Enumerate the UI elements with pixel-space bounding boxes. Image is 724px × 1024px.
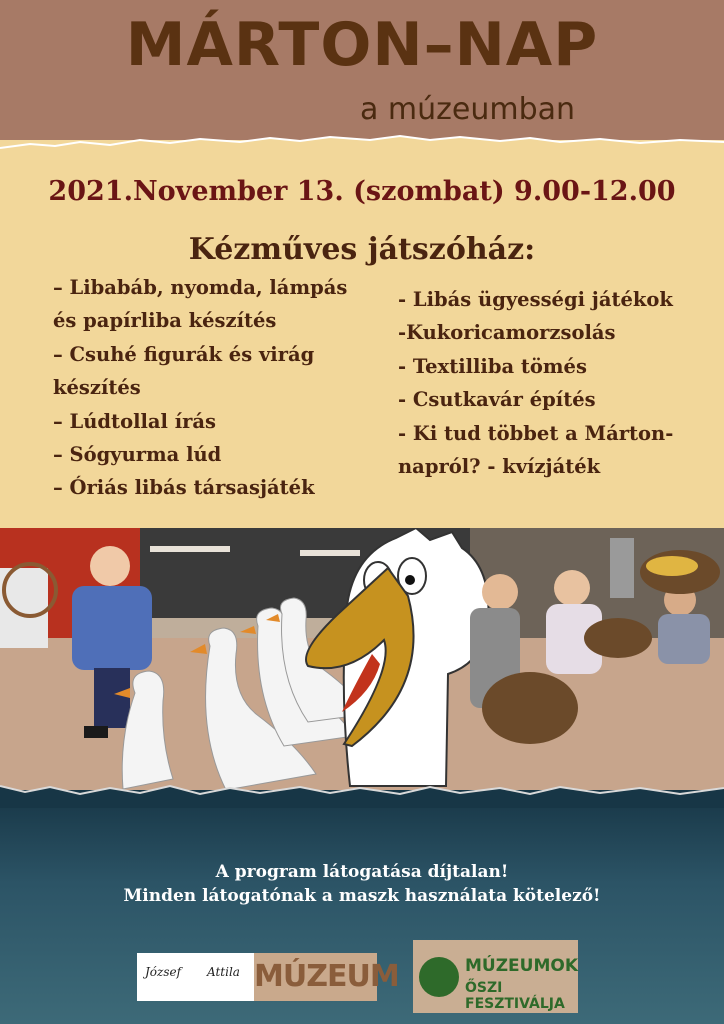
activity-list-left xyxy=(53,271,393,505)
festival-emblem-icon xyxy=(419,957,459,997)
festival-logo-line1: MÚZEUMOK xyxy=(465,956,579,976)
event-date: 2021.November 13. (szombat) 9.00-12.00 xyxy=(48,176,676,207)
list-item: – Sógyurma lúd xyxy=(53,443,222,467)
list-item: – Óriás libás társasjáték xyxy=(53,476,315,500)
list-item: készítés xyxy=(53,376,141,400)
list-item: napról? - kvízjáték xyxy=(398,455,601,479)
workshop-heading: Kézműves játszóház: xyxy=(188,232,536,267)
poster-title: MÁRTON–NAP xyxy=(125,10,599,80)
list-item: – Libabáb, nyomda, lámpás xyxy=(53,276,348,299)
poster-subtitle: a múzeumban xyxy=(360,92,576,127)
list-item: - Csutkavár építés xyxy=(398,388,596,412)
jozsef-attila-museum-logo xyxy=(137,953,399,1001)
list-item: - Libás ügyességi játékok xyxy=(398,288,673,311)
list-item: - Ki tud többet a Márton- xyxy=(398,421,674,445)
list-item: – Lúdtollal írás xyxy=(53,409,217,433)
list-item: és papírliba készítés xyxy=(53,309,277,333)
torn-paper-edge xyxy=(0,128,724,152)
free-entry-notice: A program látogatása díjtalan! xyxy=(215,862,509,882)
festival-logo xyxy=(413,940,578,1013)
list-item: - Textilliba tömés xyxy=(398,354,587,378)
logo-signature-first: József xyxy=(145,965,182,979)
mask-notice: Minden látogatónak a maszk használata kötelező! xyxy=(123,886,601,906)
logo-signature-last: Attila xyxy=(207,965,240,979)
festival-logo-line2: ŐSZI FESZTIVÁLJA xyxy=(465,980,565,1012)
event-photo xyxy=(0,528,724,818)
torn-footer-edge xyxy=(0,778,724,808)
logo-museum-word: MÚZEUM xyxy=(254,953,377,1001)
activity-list-right xyxy=(398,283,718,483)
list-item: -Kukoricamorzsolás xyxy=(398,321,616,345)
list-item: – Csuhé figurák és virág xyxy=(53,342,315,366)
